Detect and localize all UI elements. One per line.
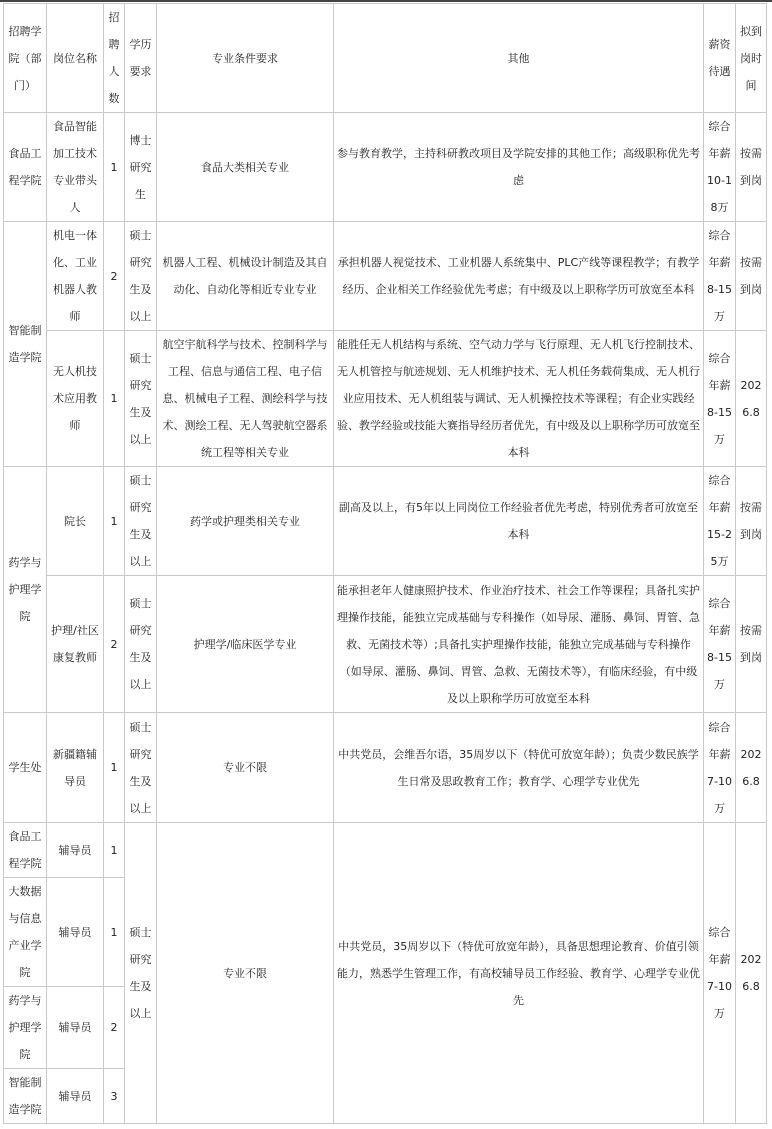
arrival-cell: 2026.8	[736, 713, 767, 823]
other-cell: 中共党员，35周岁以下（特优可放宽年龄），具备思想理论教育、价值引领能力，熟悉学生管理工作，有高校辅导员工作经验、教育学、心理学专业优先	[334, 823, 704, 1124]
table-row	[4, 222, 767, 331]
edu-cell: 博士研究生	[125, 113, 157, 222]
dept-cell: 学生处	[4, 713, 47, 823]
other-cell: 能胜任无人机结构与系统、空气动力学与飞行原理、无人机飞行控制技术、无人机管控与航迹规划、无人机维护技术、无人机任务载荷集成、无人机行业应用技术、无人机组装与调试、无人机操控技术等课程；有企业实践经验、教学经验或技能大赛指导经历者优先，有中级及以上职称学历可放宽至本科	[334, 331, 704, 467]
count-cell: 1	[104, 823, 125, 878]
other-cell: 参与教育教学，主持科研教改项目及学院安排的其他工作；高级职称优先考虑	[334, 113, 704, 222]
major-cell: 专业不限	[157, 713, 334, 823]
salary-cell: 综合年薪7-10万	[704, 823, 736, 1124]
position-cell: 辅导员	[47, 878, 104, 987]
header-edu: 学历要求	[125, 4, 157, 113]
table-row	[4, 467, 767, 576]
salary-cell: 综合年薪15-25万	[704, 467, 736, 576]
position-cell: 新疆籍辅导员	[47, 713, 104, 823]
position-cell: 辅导员	[47, 1069, 104, 1124]
count-cell: 2	[104, 222, 125, 331]
table-row	[4, 576, 767, 713]
position-cell: 机电一体化、工业机器人教师	[47, 222, 104, 331]
dept-cell: 智能制造学院	[4, 1069, 47, 1124]
salary-cell: 综合年薪10-18万	[704, 113, 736, 222]
major-cell: 机器人工程、机械设计制造及其自动化、自动化等相近专业专业	[157, 222, 334, 331]
count-cell: 2	[104, 576, 125, 713]
edu-cell: 硕士研究生及以上	[125, 331, 157, 467]
arrival-cell: 按需到岗	[736, 576, 767, 713]
arrival-cell: 按需到岗	[736, 222, 767, 331]
edu-cell: 硕士研究生及以上	[125, 467, 157, 576]
arrival-cell: 按需到岗	[736, 467, 767, 576]
position-cell: 院长	[47, 467, 104, 576]
header-count: 招聘人数	[104, 4, 125, 113]
other-cell: 能承担老年人健康照护技术、作业治疗技术、社会工作等课程；具备扎实护理操作技能，能独立完成基础与专科操作（如导尿、灌肠、鼻饲、胃管、急救、无菌技术等）;具备扎实护理操作技能，能独立完成基础与专科操作（如导尿、灌肠、鼻饲、胃管、急救、无菌技术等），有临床经验，有中级及以上职称学历可放宽至本科	[334, 576, 704, 713]
other-cell: 中共党员，会维吾尔语，35周岁以下（特优可放宽年龄）；负责少数民族学生日常及思政教育工作；教育学、心理学专业优先	[334, 713, 704, 823]
count-cell: 1	[104, 713, 125, 823]
salary-cell: 综合年薪8-15万	[704, 576, 736, 713]
table-row	[4, 331, 767, 467]
position-cell: 无人机技术应用教师	[47, 331, 104, 467]
header-row	[4, 4, 767, 113]
count-cell: 2	[104, 987, 125, 1069]
other-cell: 承担机器人视觉技术、工业机器人系统集中、PLC产线等课程教学；有教学经历、企业相关工作经验优先考虑；有中级及以上职称学历可放宽至本科	[334, 222, 704, 331]
dept-cell: 食品工程学院	[4, 113, 47, 222]
dept-cell: 大数据与信息产业学院	[4, 878, 47, 987]
header-other: 其他	[334, 4, 704, 113]
arrival-cell: 2026.8	[736, 331, 767, 467]
edu-cell: 硕士研究生及以上	[125, 713, 157, 823]
salary-cell: 综合年薪8-15万	[704, 222, 736, 331]
position-cell: 护理/社区康复教师	[47, 576, 104, 713]
dept-cell: 药学与护理学院	[4, 987, 47, 1069]
edu-cell: 硕士研究生及以上	[125, 576, 157, 713]
major-cell: 护理学/临床医学专业	[157, 576, 334, 713]
salary-cell: 综合年薪7-10万	[704, 713, 736, 823]
table-row	[4, 823, 767, 878]
header-position: 岗位名称	[47, 4, 104, 113]
arrival-cell: 2026.8	[736, 823, 767, 1124]
major-cell: 食品大类相关专业	[157, 113, 334, 222]
position-cell: 辅导员	[47, 823, 104, 878]
position-cell: 辅导员	[47, 987, 104, 1069]
count-cell: 1	[104, 331, 125, 467]
edu-cell: 硕士研究生及以上	[125, 823, 157, 1124]
salary-cell: 综合年薪8-15万	[704, 331, 736, 467]
dept-cell: 药学与护理学院	[4, 467, 47, 713]
dept-cell: 食品工程学院	[4, 823, 47, 878]
position-cell: 食品智能加工技术专业带头人	[47, 113, 104, 222]
table-row	[4, 713, 767, 823]
top-border	[0, 0, 772, 2]
header-arrival: 拟到岗时间	[736, 4, 767, 113]
edu-cell: 硕士研究生及以上	[125, 222, 157, 331]
arrival-cell: 按需到岗	[736, 113, 767, 222]
dept-cell: 智能制造学院	[4, 222, 47, 467]
count-cell: 1	[104, 878, 125, 987]
count-cell: 1	[104, 467, 125, 576]
header-major: 专业条件要求	[157, 4, 334, 113]
major-cell: 专业不限	[157, 823, 334, 1124]
recruitment-table	[3, 3, 767, 1124]
major-cell: 药学或护理类相关专业	[157, 467, 334, 576]
major-cell: 航空宇航科学与技术、控制科学与工程、信息与通信工程、电子信息、机械电子工程、测绘科学与技术、测绘工程、无人驾驶航空器系统工程等相关专业	[157, 331, 334, 467]
table-row	[4, 113, 767, 222]
header-salary: 薪资待遇	[704, 4, 736, 113]
header-dept: 招聘学院（部门）	[4, 4, 47, 113]
count-cell: 3	[104, 1069, 125, 1124]
other-cell: 副高及以上，有5年以上同岗位工作经验者优先考虑，特别优秀者可放宽至本科	[334, 467, 704, 576]
count-cell: 1	[104, 113, 125, 222]
